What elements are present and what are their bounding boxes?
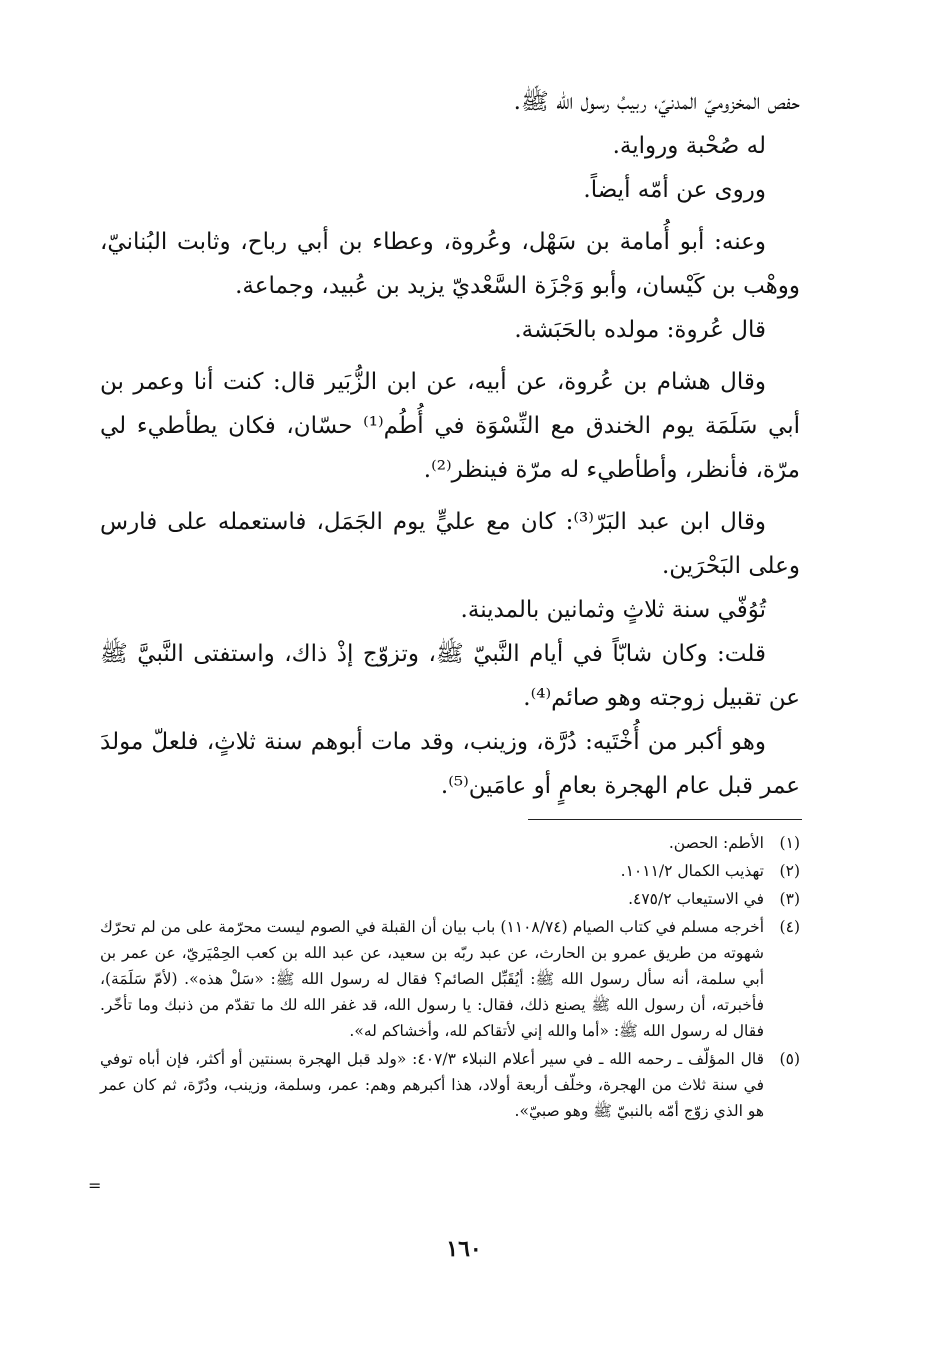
footnote-number: (٣) (779, 890, 800, 908)
footnote-3 (100, 886, 800, 912)
main-text (100, 80, 800, 808)
footnote-text: أخرجه مسلم في كتاب الصيام (١١٠٨/٧٤) باب بيان أن القبلة في الصوم ليست محرّمة على من لم تحرّك شهوته من طريق عمرو بن الحارث، عن عبد ربّه بن سعيد، عن عبد الله بن كعب الحِمْيَريّ، عن عمر بن أبي سلمة، أنه سأل رسول الله ﷺ: أيُقَبِّل الصائم؟ فقال له رسول الله ﷺ: «سَلْ هذه». (لأمّ سَلَمَة)، فأخبرته، أن رسول الله ﷺ يصنع ذلك، فقال: يا رسول الله، قد غفر الله لك ما تقدّم من ذنبك وما تأخّر. فقال له رسول الله ﷺ: «أما والله إني لأتقاكم لله، وأخشاكم له». (100, 918, 765, 1040)
body-paragraph-5: قال عُروة: مولده بالحَبَشة. (514, 317, 766, 343)
continuation-mark: = (88, 1176, 102, 1195)
body-paragraph-7: وقال ابن عبد البَرّ⁽³⁾: كان مع عليٍّ يوم الجَمَل، فاستعمله على فارس وعلى البَحْرَين. (100, 509, 800, 579)
footnote-number: (٢) (779, 862, 800, 880)
footnote-number: (٥) (779, 1050, 800, 1068)
footnote-1 (100, 830, 800, 856)
footnote-number: (١) (779, 834, 800, 852)
body-paragraph-8: تُوُفّي سنة ثلاثٍ وثمانين بالمدينة. (460, 597, 766, 623)
body-paragraph-1: حفص المخزوميّ المدنيّ، ربيبُ رسول الله ﷺ. (513, 89, 800, 115)
footnote-divider (528, 819, 802, 820)
body-paragraph-6: وقال هشام بن عُروة، عن أبيه، عن ابن الزُّبَير قال: كنت أنا وعمر بن أبي سَلَمَة يوم الخندق مع النِّسْوَة في أُطُم⁽¹⁾ حسّان، فكان يطأطيء لي مرّة، فأنظر، وأطأطيء له مرّة فينظر⁽²⁾. (100, 369, 801, 483)
footnote-text: في الاستيعاب ٤٧٥/٢. (628, 890, 764, 908)
page-number: ١٦٠ (446, 1236, 482, 1262)
footnote-4 (100, 914, 800, 1044)
footnote-5 (100, 1046, 800, 1124)
footnote-text: تهذيب الكمال ١٠١١/٢. (620, 862, 764, 880)
footnote-2 (100, 858, 800, 884)
footnotes (100, 830, 800, 1124)
footnote-number: (٤) (779, 918, 800, 936)
footnote-text: الأطم: الحصن. (668, 834, 764, 852)
body-paragraph-2: له صُحْبة ورواية. (612, 133, 766, 159)
body-paragraph-3: وروى عن أمّه أيضاً. (583, 177, 766, 203)
footnote-text: قال المؤلّف ـ رحمه الله ـ في سير أعلام النبلاء ٤٠٧/٣: «ولد قبل الهجرة بسنتين أو أكثر، فإن أباه توفي في سنة ثلاث من الهجرة، وخلّف أربعة أولاد، هذا أكبرهم وهم: عمر، وسلمة، وزينب، ودُرّة، ثم كان عمر هو الذي زوّج أمّه بالنبيّ ﷺ وهو صبيّ». (100, 1050, 764, 1120)
body-paragraph-9: قلت: وكان شابّاً في أيام النَّبيّ ﷺ، وتزوّج إذْ ذاك، واستفتى النَّبيَّ ﷺ عن تقبيل زوجته وهو صائم⁽⁴⁾. (100, 641, 800, 711)
body-paragraph-4: وعنه: أبو أُمامة بن سَهْل، وعُروة، وعطاء بن أبي رباح، وثابت البُنانيّ، ووهْب بن كَيْسان، وأبو وَجْزَة السَّعْديّ يزيد بن عُبيد، وجماعة. (100, 229, 800, 299)
body-paragraph-10: وهو أكبر من أُخْتَيه: دُرَّة، وزينب، وقد مات أبوهم سنة ثلاثٍ، فلعلّ مولدَ عمر قبل عام الهجرة بعامٍ أو عامَين⁽⁵⁾. (100, 729, 800, 799)
